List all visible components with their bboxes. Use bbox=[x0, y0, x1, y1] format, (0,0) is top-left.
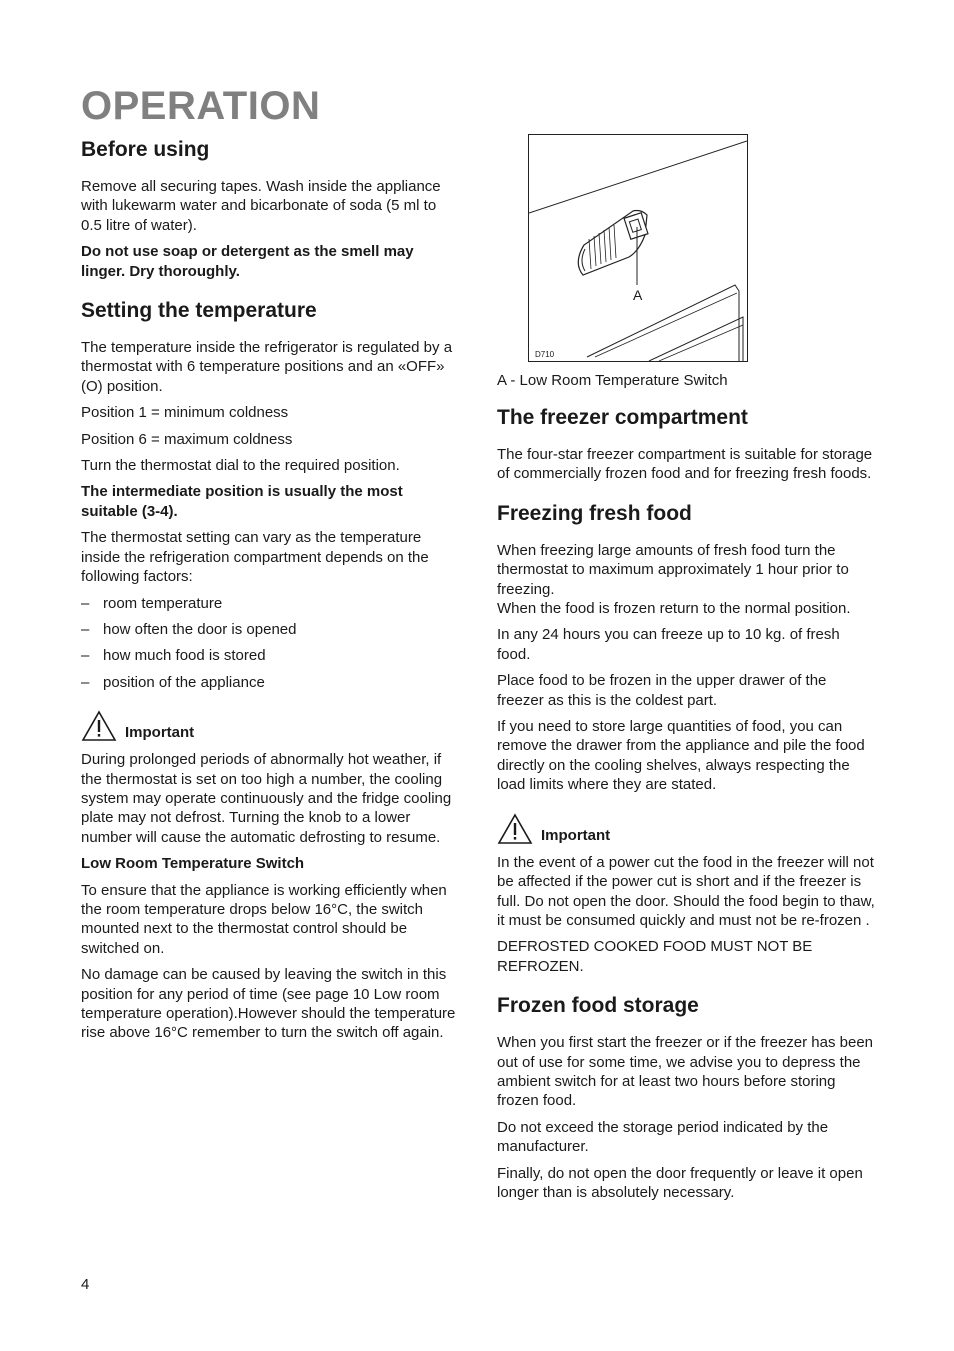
freezer-compartment-section bbox=[497, 406, 877, 484]
intermediate-position-text: The intermediate position is usually the most suitable (3-4). bbox=[81, 483, 403, 520]
low-room-switch-heading: Low Room Temperature Switch bbox=[81, 855, 305, 873]
right-column bbox=[497, 406, 877, 1220]
factor-text: how often the door is opened bbox=[103, 620, 297, 638]
thermostat-factors-intro: The thermostat setting can vary as the temperature inside the refrigeration compartment depends on the following factors: bbox=[81, 529, 429, 586]
dash-mark: – bbox=[81, 594, 90, 612]
thermostat-illustration bbox=[528, 134, 748, 362]
dash-mark: – bbox=[81, 620, 90, 638]
low-room-switch-text-1: To ensure that the appliance is working efficiently when the room temperature drops below 16°C, the switch mounted next to the thermostat control should be switched on. bbox=[81, 881, 447, 957]
left-column bbox=[81, 138, 461, 1061]
freezing-fresh-food-section bbox=[497, 502, 877, 976]
important-label: Important bbox=[125, 724, 195, 742]
frozen-food-storage-heading: Frozen food storage bbox=[497, 994, 699, 1018]
factor-text: position of the appliance bbox=[103, 673, 265, 691]
factors-list bbox=[81, 594, 461, 693]
door-open-text: Finally, do not open the door frequently or leave it open longer than is absolutely necessary. bbox=[497, 1164, 863, 1201]
turn-dial-text: Turn the thermostat dial to the required position. bbox=[81, 457, 400, 475]
figure-code: D710 bbox=[535, 350, 555, 359]
important-hot-weather-text: During prolonged periods of abnormally hot weather, if the thermostat is set on too high a number, the cooling system may operate continuously and the fridge cooling plate may not defrost. Turning the knob to a lower number will cause the automatic defrosting to resume. bbox=[81, 751, 452, 846]
thermostat-drawing bbox=[529, 135, 747, 361]
important-note-header bbox=[81, 710, 461, 742]
freeze-capacity-text: In any 24 hours you can freeze up to 10 kg. of fresh food. bbox=[497, 626, 840, 663]
ambient-switch-text: When you first start the freezer or if the freezer has been out of use for some time, we advise you to depress the ambient switch for at least two hours before storing frozen food. bbox=[497, 1034, 874, 1110]
frozen-food-storage-section bbox=[497, 994, 877, 1202]
figure-marker-a: A bbox=[633, 287, 643, 303]
factor-text: room temperature bbox=[103, 594, 223, 612]
before-using-heading: Before using bbox=[81, 138, 210, 161]
large-quantities-text: If you need to store large quantities of food, you can remove the drawer from the appliance and pile the food directly on the cooling shelves, always respecting the load limits where they are stated. bbox=[497, 718, 865, 794]
position-max: Position 6 = maximum coldness bbox=[81, 430, 293, 448]
before-using-text: Remove all securing tapes. Wash inside the appliance with lukewarm water and bicarbonate of soda (5 ml to 0.5 litre of water). bbox=[81, 178, 441, 234]
defrosted-warning: DEFROSTED COOKED FOOD MUST NOT BE REFROZEN. bbox=[497, 938, 813, 975]
list-item bbox=[81, 673, 461, 692]
list-item bbox=[81, 646, 461, 665]
storage-period-text: Do not exceed the storage period indicated by the manufacturer. bbox=[497, 1118, 829, 1156]
important-label: Important bbox=[541, 826, 611, 844]
power-cut-text: In the event of a power cut the food in the freezer will not be affected if the power cut is short and if the freezer is full. Do not open the door. Should the food begin to thaw, it must be consumed quickly and must not be re-frozen . bbox=[497, 853, 875, 929]
warning-triangle-icon bbox=[497, 813, 533, 845]
thermostat-description: The temperature inside the refrigerator is regulated by a thermostat with 6 temperature positions and an «OFF» (O) position. bbox=[81, 339, 453, 395]
dash-mark: – bbox=[81, 673, 90, 691]
low-room-switch-text-2: No damage can be caused by leaving the switch in this position for any period of time (see page 10 Low room temperature operation).However should the temperature rise above 16°C remember to turn the switch off again. bbox=[81, 966, 456, 1042]
factor-text: how much food is stored bbox=[103, 647, 266, 665]
frozen-return-line: When the food is frozen return to the normal position. bbox=[497, 600, 851, 618]
before-using-warning: Do not use soap or detergent as the smell may linger. Dry thoroughly. bbox=[81, 243, 414, 280]
list-item bbox=[81, 594, 461, 613]
position-min: Position 1 = minimum coldness bbox=[81, 404, 289, 422]
freezing-large-amounts-text bbox=[497, 541, 877, 619]
freezer-compartment-heading: The freezer compartment bbox=[497, 406, 748, 429]
page-title: OPERATION bbox=[81, 84, 321, 128]
before-using-section bbox=[81, 138, 461, 281]
list-item bbox=[81, 620, 461, 639]
important-note-header bbox=[497, 813, 877, 845]
freezing-large-amounts-line: When freezing large amounts of fresh food turn the thermostat to maximum approximately 1 hour prior to freezing. bbox=[497, 541, 849, 598]
setting-temperature-heading: Setting the temperature bbox=[81, 299, 317, 323]
setting-temperature-section bbox=[81, 299, 461, 1043]
warning-triangle-icon bbox=[81, 710, 117, 742]
freezing-fresh-food-heading: Freezing fresh food bbox=[497, 501, 692, 525]
dash-mark: – bbox=[81, 647, 90, 665]
figure-caption: A - Low Room Temperature Switch bbox=[497, 372, 728, 389]
page-number: 4 bbox=[81, 1276, 90, 1293]
upper-drawer-text: Place food to be frozen in the upper drawer of the freezer as this is the coldest part. bbox=[497, 672, 827, 709]
freezer-compartment-text: The four-star freezer compartment is suitable for storage of commercially frozen food and for freezing fresh foods. bbox=[497, 446, 873, 483]
